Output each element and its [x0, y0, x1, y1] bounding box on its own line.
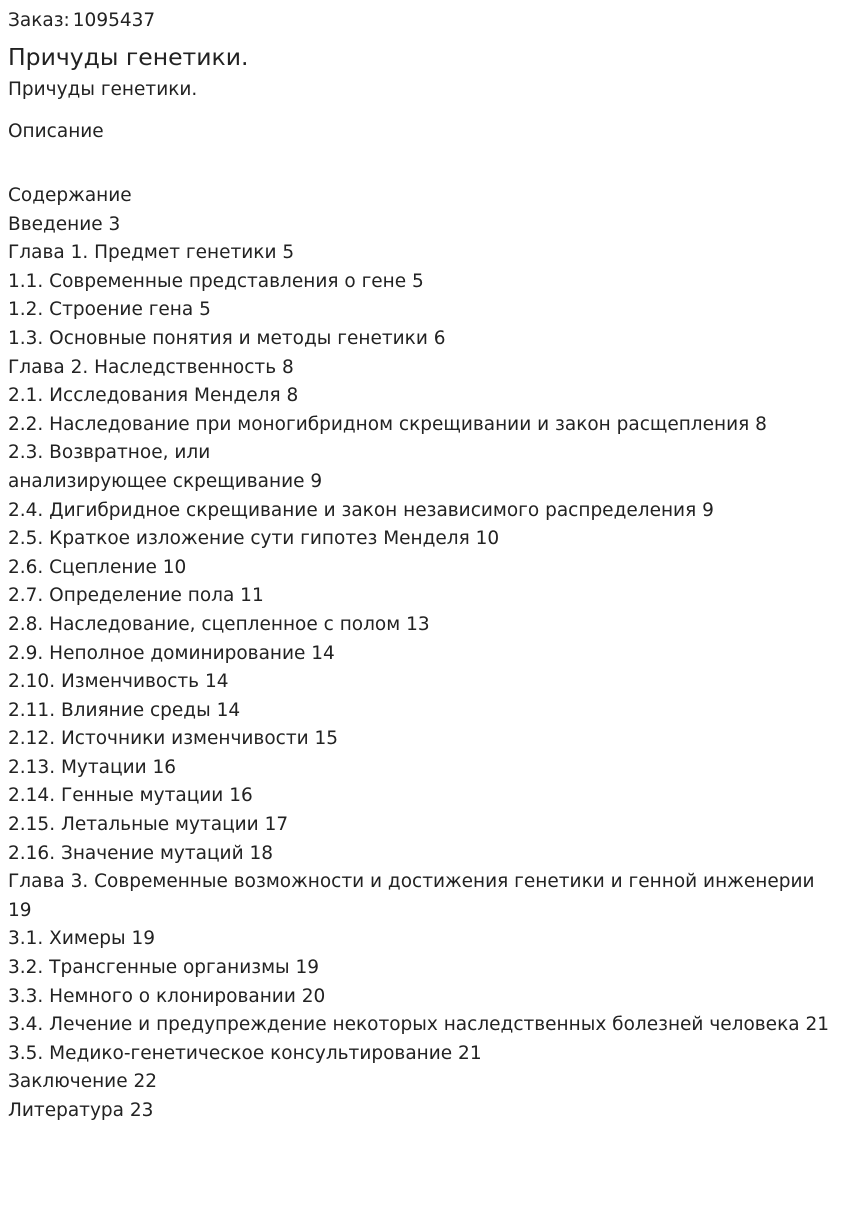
toc-item: Заключение 22	[8, 1071, 158, 1093]
toc-item: 2.2. Наследование при моногибридном скрещивании и закон расщепления 8	[8, 413, 767, 435]
description-heading: Описание	[8, 121, 104, 142]
toc-item: 2.9. Неполное доминирование 14	[8, 642, 335, 664]
toc-item: 1.2. Строение гена 5	[8, 299, 211, 321]
toc-item: 3.3. Немного о клонировании 20	[8, 985, 326, 1007]
toc-item: 3.5. Медико-генетическое консультирование 21	[8, 1042, 482, 1064]
toc-item: 2.3. Возвратное, или	[8, 442, 211, 464]
order-label: Заказ:	[8, 10, 70, 31]
toc-item: Глава 1. Предмет генетики 5	[8, 242, 295, 264]
toc-item: Введение 3	[8, 213, 121, 235]
toc-item: 3.1. Химеры 19	[8, 928, 155, 950]
toc-item: 3.2. Трансгенные организмы 19	[8, 957, 320, 979]
toc-item: 2.14. Генные мутации 16	[8, 785, 253, 807]
order-number: 1095437	[72, 10, 156, 31]
toc-item: Содержание	[8, 185, 132, 206]
toc-item: 2.5. Краткое изложение сути гипотез Менделя 10	[8, 528, 500, 550]
toc-item: 2.16. Значение мутаций 18	[8, 842, 274, 864]
order-info	[8, 9, 839, 33]
toc-item: Литература 23	[8, 1100, 154, 1121]
page-subtitle: Причуды генетики.	[8, 79, 198, 100]
toc-item: 2.6. Сцепление 10	[8, 556, 187, 578]
toc-item: 2.11. Влияние среды 14	[8, 699, 241, 721]
toc-item: 1.3. Основные понятия и методы генетики 6	[8, 327, 446, 349]
toc-item: 2.1. Исследования Менделя 8	[8, 385, 299, 407]
toc-item: анализирующее скрещивание 9	[8, 470, 323, 492]
toc-item: Глава 2. Наследственность 8	[8, 356, 294, 378]
page-title: Причуды генетики.	[8, 43, 249, 71]
toc-item: 2.12. Источники изменчивости 15	[8, 728, 339, 750]
toc-item: 3.4. Лечение и предупреждение некоторых наследственных болезней человека 21	[8, 1014, 830, 1036]
toc-item: 2.10. Изменчивость 14	[8, 671, 229, 693]
toc-item: 2.8. Наследование, сцепленное с полом 13	[8, 613, 430, 635]
table-of-contents	[8, 182, 839, 1126]
toc-item: 2.4. Дигибридное скрещивание и закон независимого распределения 9	[8, 499, 714, 521]
toc-item: 2.15. Летальные мутации 17	[8, 814, 289, 836]
toc-item: 2.7. Определение пола 11	[8, 585, 264, 607]
toc-item: 1.1. Современные представления о гене 5	[8, 270, 424, 292]
toc-item: 2.13. Мутации 16	[8, 756, 177, 778]
toc-item: Глава 3. Современные возможности и достижения генетики и генной инженерии 19	[8, 871, 815, 921]
